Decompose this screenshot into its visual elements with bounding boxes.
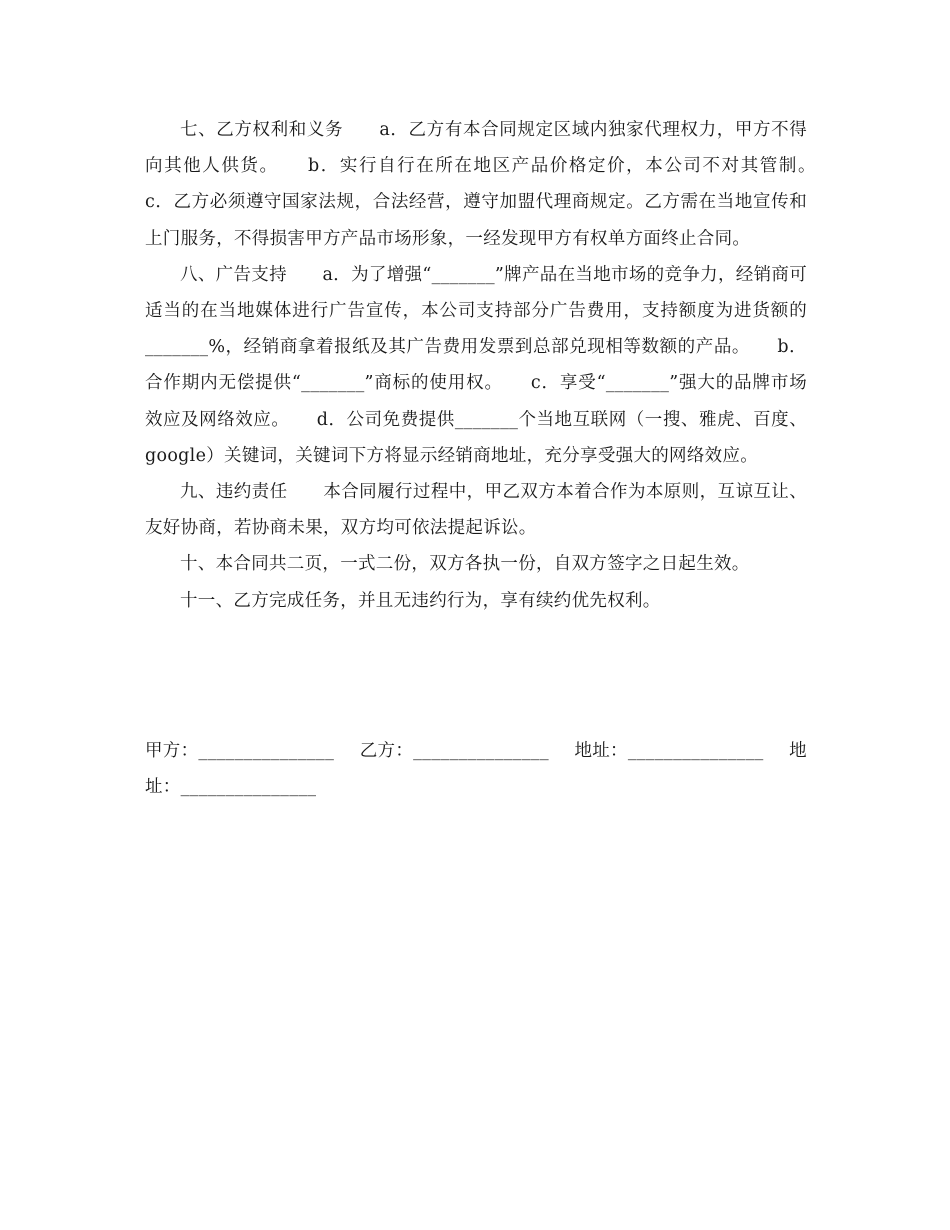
- signature-block: [145, 733, 807, 805]
- address-line-2: 址：_______________: [145, 777, 317, 798]
- party-a-signature: 甲方：_______________: [145, 741, 335, 761]
- section-8-advertising-support: 八、广告支持 a．为了增强“_______”牌产品在当地市场的竞争力，经销商可适当的在当地媒体进行广告宣传，本公司支持部分广告费用，支持额度为进货额的_______%，经销商拿着报纸及其广告费用发票到总部兑现相等数额的产品。 b．合作期内无偿提供“_______”商标的使用权。 c．享受“_______”强大的品牌市场效应及网络效应。 d．公司免费提供_______个当地互联网（一搜、雅虎、百度、google）关键词，关键词下方将显示经销商地址，充分享受强大的网络效应。: [145, 264, 807, 466]
- section-9-breach-liability: 九、违约责任 本合同履行过程中，甲乙双方本着合作为本原则，互谅互让、友好协商，若协商未果，双方均可依法提起诉讼。: [145, 482, 807, 539]
- address-line-1: 地址：_______________: [574, 741, 764, 761]
- section-10-copies-effective: 十、本合同共二页，一式二份，双方各执一份，自双方签字之日起生效。: [180, 554, 750, 575]
- section-11-renewal-priority: 十一、乙方完成任务，并且无违约行为，享有续约优先权利。: [180, 590, 661, 611]
- party-b-signature: 乙方：_______________: [359, 741, 549, 761]
- section-7-rights-obligations: 七、乙方权利和义务 a．乙方有本合同规定区域内独家代理权力，甲方不得向其他人供货。 b．实行自行在所在地区产品价格定价，本公司不对其管制。 c．乙方必须遵守国家法规，合法经营，遵守加盟代理商规定。乙方需在当地宣传和上门服务，不得损害甲方产品市场形象，一经发现甲方有权单方面终止合同。: [145, 120, 843, 249]
- address-line-2-label: 地: [789, 741, 807, 761]
- contract-body: [145, 112, 843, 619]
- signature-row: [145, 733, 807, 769]
